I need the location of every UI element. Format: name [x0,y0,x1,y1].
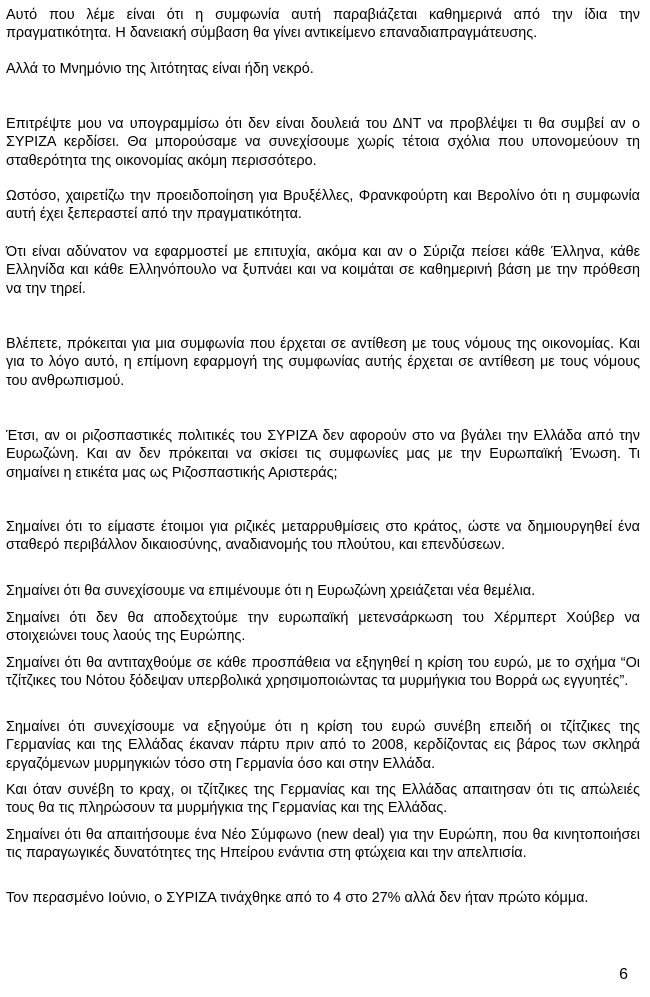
paragraph-13: Και όταν συνέβη το κραχ, οι τζίτζικες της Γερμανίας και της Ελλάδας απαιτησαν ότι τις απώλειές τους θα τις πληρώσουν τα μυρμήγκια της Γερμανίας και της Ελλάδας. [6,782,640,817]
paragraph-2: Αλλά το Μνημόνιο της λιτότητας είναι ήδη νεκρό. [6,61,314,77]
paragraph-3: Επιτρέψτε μου να υπογραμμίσω ότι δεν είναι δουλειά του ΔΝΤ να προβλέψει τι θα συμβεί αν ο ΣΥΡΙΖΑ κερδίσει. Θα μπορούσαμε να συνεχίσουμε χωρίς τέτοια σχόλια που υπονομεύουν τη σταθερότητα της οικονομίας ακόμη περισσότερο. [6,116,640,169]
paragraph-1: Αυτό που λέμε είναι ότι η συμφωνία αυτή παραβιάζεται καθημερινά από την ίδια την πραγματικότητα. Η δανειακή σύμβαση θα γίνει αντικείμενο επαναδιαπραγμάτευσης. [6,7,640,42]
document-page [6,0,640,997]
paragraph-11: Σημαίνει ότι θα αντιταχθούμε σε κάθε προσπάθεια να εξηγηθεί η κρίση του ευρώ, με το σχήμα “Οι τζίτζικες του Νότου ξόδεψαν υπερβολικά χρησιμοποιώντας τα μυρμήγκια του Βορρά ως εγγυητές”. [6,655,640,690]
paragraph-15: Τον περασμένο Ιούνιο, ο ΣΥΡΙΖΑ τινάχθηκε από το 4 στο 27% αλλά δεν ήταν πρώτο κόμμα. [6,890,589,906]
paragraph-5: Ότι είναι αδύνατον να εφαρμοστεί με επιτυχία, ακόμα και αν ο Σύριζα πείσει κάθε Έλληνα, κάθε Ελληνίδα και κάθε Ελληνόπουλο να ξυπνάει και να κοιμάται σε καθημερινή βάση με την πρόθεση να την τηρεί. [6,244,640,297]
paragraph-9: Σημαίνει ότι θα συνεχίσουμε να επιμένουμε ότι η Ευρωζώνη χρειάζεται νέα θεμέλια. [6,583,536,599]
paragraph-7: Έτσι, αν οι ριζοσπαστικές πολιτικές του ΣΥΡΙΖΑ δεν αφορούν στο να βγάλει την Ελλάδα από την Ευρωζώνη. Και αν δεν πρόκειται να σκίσει τις συμφωνίες μας με την Ευρωπαϊκή Ένωση. Τι σημαίνει η ετικέτα μας ως Ριζοσπαστικής Αριστεράς; [6,428,640,481]
paragraph-4: Ωστόσο, χαιρετίζω την προειδοποίηση για Βρυξέλλες, Φρανκφούρτη και Βερολίνο ότι η συμφωνία αυτή έχει ξεπεραστεί από την πραγματικότητα. [6,188,640,223]
paragraph-6: Βλέπετε, πρόκειται για μια συμφωνία που έρχεται σε αντίθεση με τους νόμους της οικονομίας. Και για το λόγο αυτό, η επίμονη εφαρμογή της συμφωνίας αυτής έρχεται σε αντίθεση με τους νόμους του ανθρωπισμού. [6,336,640,389]
paragraph-8: Σημαίνει ότι το είμαστε έτοιμοι για ριζικές μεταρρυθμίσεις στο κράτος, ώστε να δημιουργηθεί ένα σταθερό περιβάλλον δικαιοσύνης, αναδιανομής του πλούτου, και επενδύσεων. [6,519,640,554]
page-number: 6 [619,966,628,983]
paragraph-10: Σημαίνει ότι δεν θα αποδεχτούμε την ευρωπαϊκή μετενσάρκωση του Χέρμπερτ Χούβερ να στοιχειώνει τους λαούς της Ευρώπης. [6,610,640,645]
paragraph-14: Σημαίνει ότι θα απαιτήσουμε ένα Νέο Σύμφωνο (new deal) για την Ευρώπη, που θα κινητοποιήσει τις παραγωγικές δυνατότητες της Ηπείρου ενάντια στη φτώχεια και την απελπισία. [6,827,640,862]
paragraph-12: Σημαίνει ότι συνεχίσουμε να εξηγούμε ότι η κρίση του ευρώ συνέβη επειδή οι τζίτζικες της Γερμανίας και της Ελλάδας έκαναν πάρτυ πριν από το 2008, κερδίζοντας εις βάρος των σκληρά εργαζόμενων μυρμηγκιών τόσο στη Γερμανία όσο και στην Ελλάδα. [6,719,640,772]
